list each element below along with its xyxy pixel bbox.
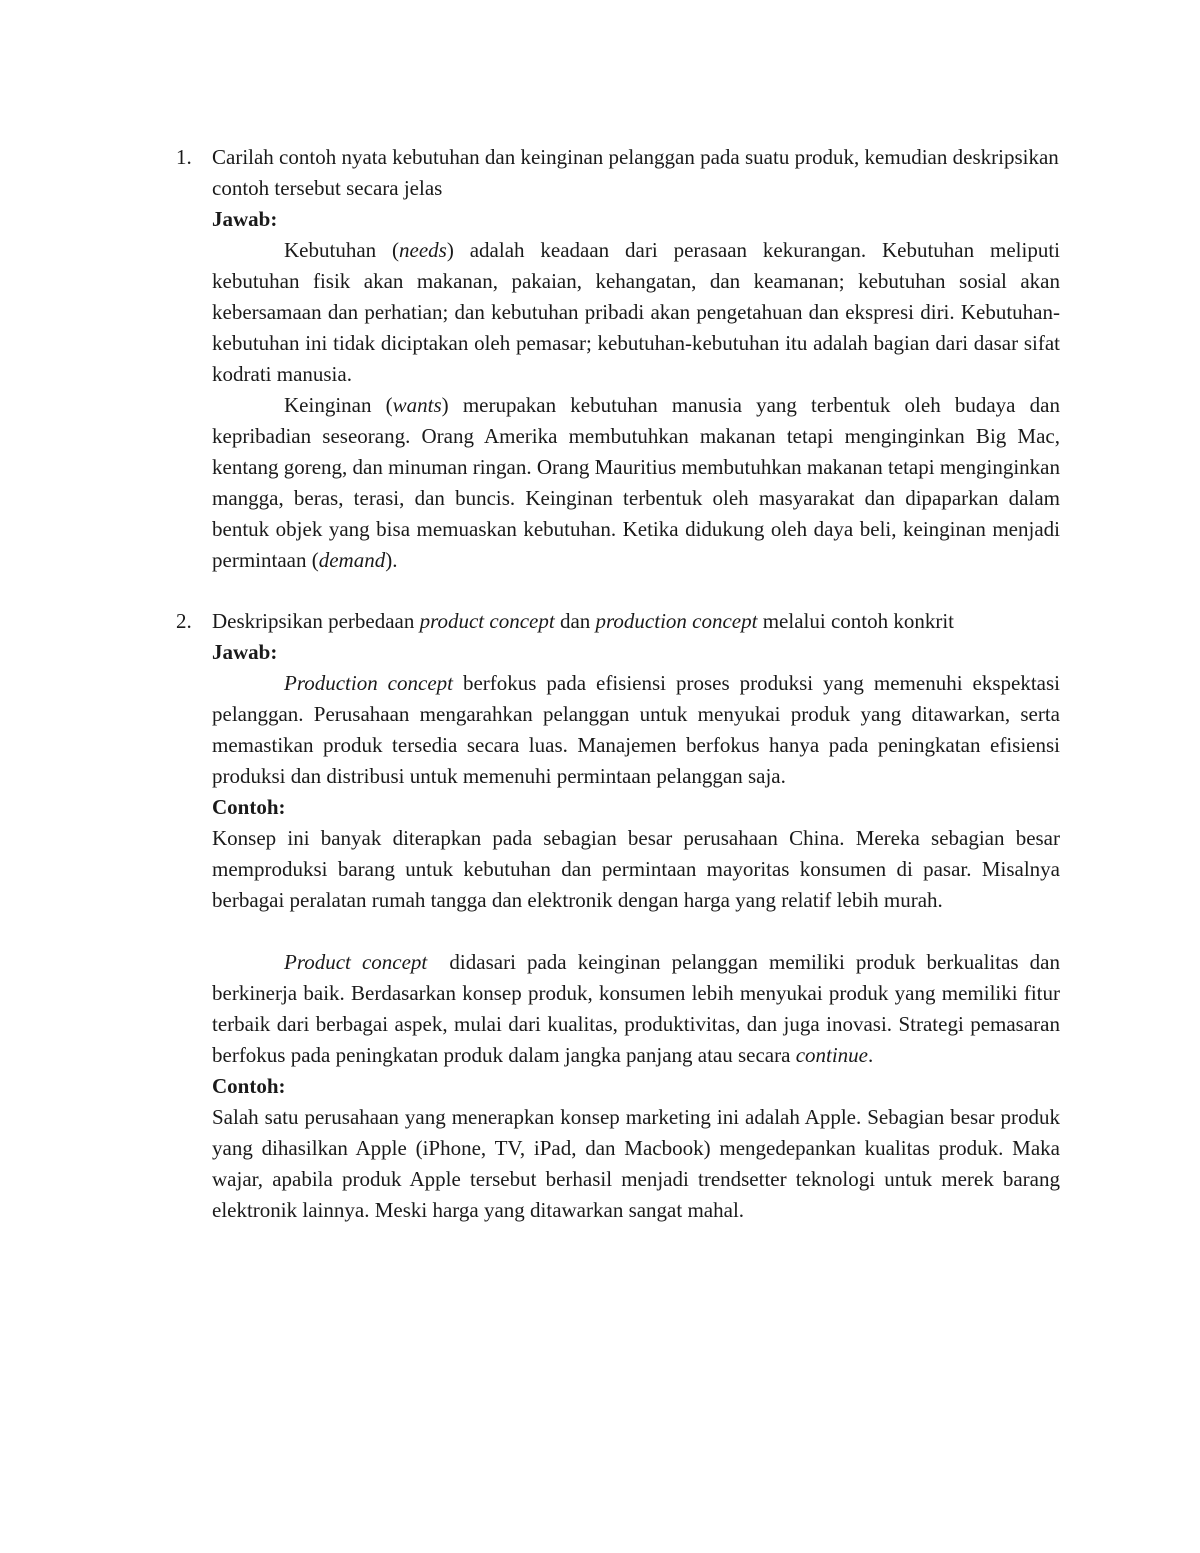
- item-body: [212, 142, 1060, 576]
- needs-paragraph: Kebutuhan (needs) adalah keadaan dari perasaan kekurangan. Kebutuhan meliputi kebutuhan fisik akan makanan, pakaian, kehangatan, dan keamanan; kebutuhan sosial akan kebersamaan dan perhatian; dan kebutuhan pribadi akan pengetahuan dan ekspresi diri. Kebutuhan-kebutuhan ini tidak diciptakan oleh pemasar; kebutuhan-kebutuhan itu adalah bagian dari dasar sifat kodrati manusia.: [212, 238, 1060, 386]
- example-paragraph: Salah satu perusahaan yang menerapkan konsep marketing ini adalah Apple. Sebagian besar produk yang dihasilkan Apple (iPhone, TV, iPad, dan Macbook) mengedepankan kualitas produk. Maka wajar, apabila produk Apple tersebut berhasil menjadi trendsetter teknologi untuk merek barang elektronik lainnya. Meski harga yang ditawarkan sangat mahal.: [212, 1105, 1060, 1222]
- question-text: Deskripsikan perbedaan product concept dan production concept melalui contoh konkrit: [212, 609, 955, 633]
- product-concept-paragraph: Product concept didasari pada keinginan pelanggan memiliki produk berkualitas dan berkinerja baik. Berdasarkan konsep produk, konsumen lebih menyukai produk yang memiliki fitur terbaik dari berbagai aspek, mulai dari kualitas, produktivitas, dan juga inovasi. Strategi pemasaran berfokus pada peningkatan produk dalam jangka panjang atau secara continue.: [212, 950, 1066, 1067]
- blank-line: [212, 916, 1060, 947]
- term-production-concept: production concept: [595, 609, 758, 633]
- term-product-concept: product concept: [419, 609, 555, 633]
- term-wants: wants: [392, 393, 442, 417]
- term-continue: continue: [795, 1043, 868, 1067]
- example-label: Contoh:: [212, 1074, 286, 1098]
- wants-paragraph: Keinginan (wants) merupakan kebutuhan manusia yang terbentuk oleh budaya dan kepribadian seseorang. Orang Amerika membutuhkan makanan tetapi menginginkan Big Mac, kentang goreng, dan minuman ringan. Orang Mauritius membutuhkan makanan tetapi menginginkan mangga, beras, terasi, dan buncis. Keinginan terbentuk oleh masyarakat dan dipaparkan dalam bentuk objek yang bisa memuaskan kebutuhan. Ketika didukung oleh daya beli, keinginan menjadi permintaan (demand).: [212, 393, 1060, 572]
- answer-label: Jawab:: [212, 640, 278, 664]
- list-item-2: [176, 606, 1066, 1226]
- term-needs: needs: [399, 238, 447, 262]
- example-paragraph: Konsep ini banyak diterapkan pada sebagian besar perusahaan China. Mereka sebagian besar memproduksi barang untuk kebutuhan dan permintaan mayoritas konsumen di pasar. Misalnya berbagai peralatan rumah tangga dan elektronik dengan harga yang relatif lebih murah.: [212, 826, 1060, 912]
- item-number: 1.: [176, 145, 192, 169]
- item-number: 2.: [176, 609, 192, 633]
- list-item-1: [176, 142, 1060, 576]
- question-text: Carilah contoh nyata kebutuhan dan keinginan pelanggan pada suatu produk, kemudian deskripsikan contoh tersebut secara jelas: [212, 145, 1059, 200]
- production-concept-paragraph: Production concept berfokus pada efisiensi proses produksi yang memenuhi ekspektasi pelanggan. Perusahaan mengarahkan pelanggan untuk menyukai produk yang ditawarkan, serta memastikan produk tersedia secara luas. Manajemen berfokus hanya pada peningkatan efisiensi produksi dan distribusi untuk memenuhi permintaan pelanggan saja.: [212, 671, 1060, 788]
- term-demand: demand: [318, 548, 386, 572]
- example-label: Contoh:: [212, 795, 286, 819]
- item-body: [212, 606, 1066, 1226]
- answer-label: Jawab:: [212, 207, 278, 231]
